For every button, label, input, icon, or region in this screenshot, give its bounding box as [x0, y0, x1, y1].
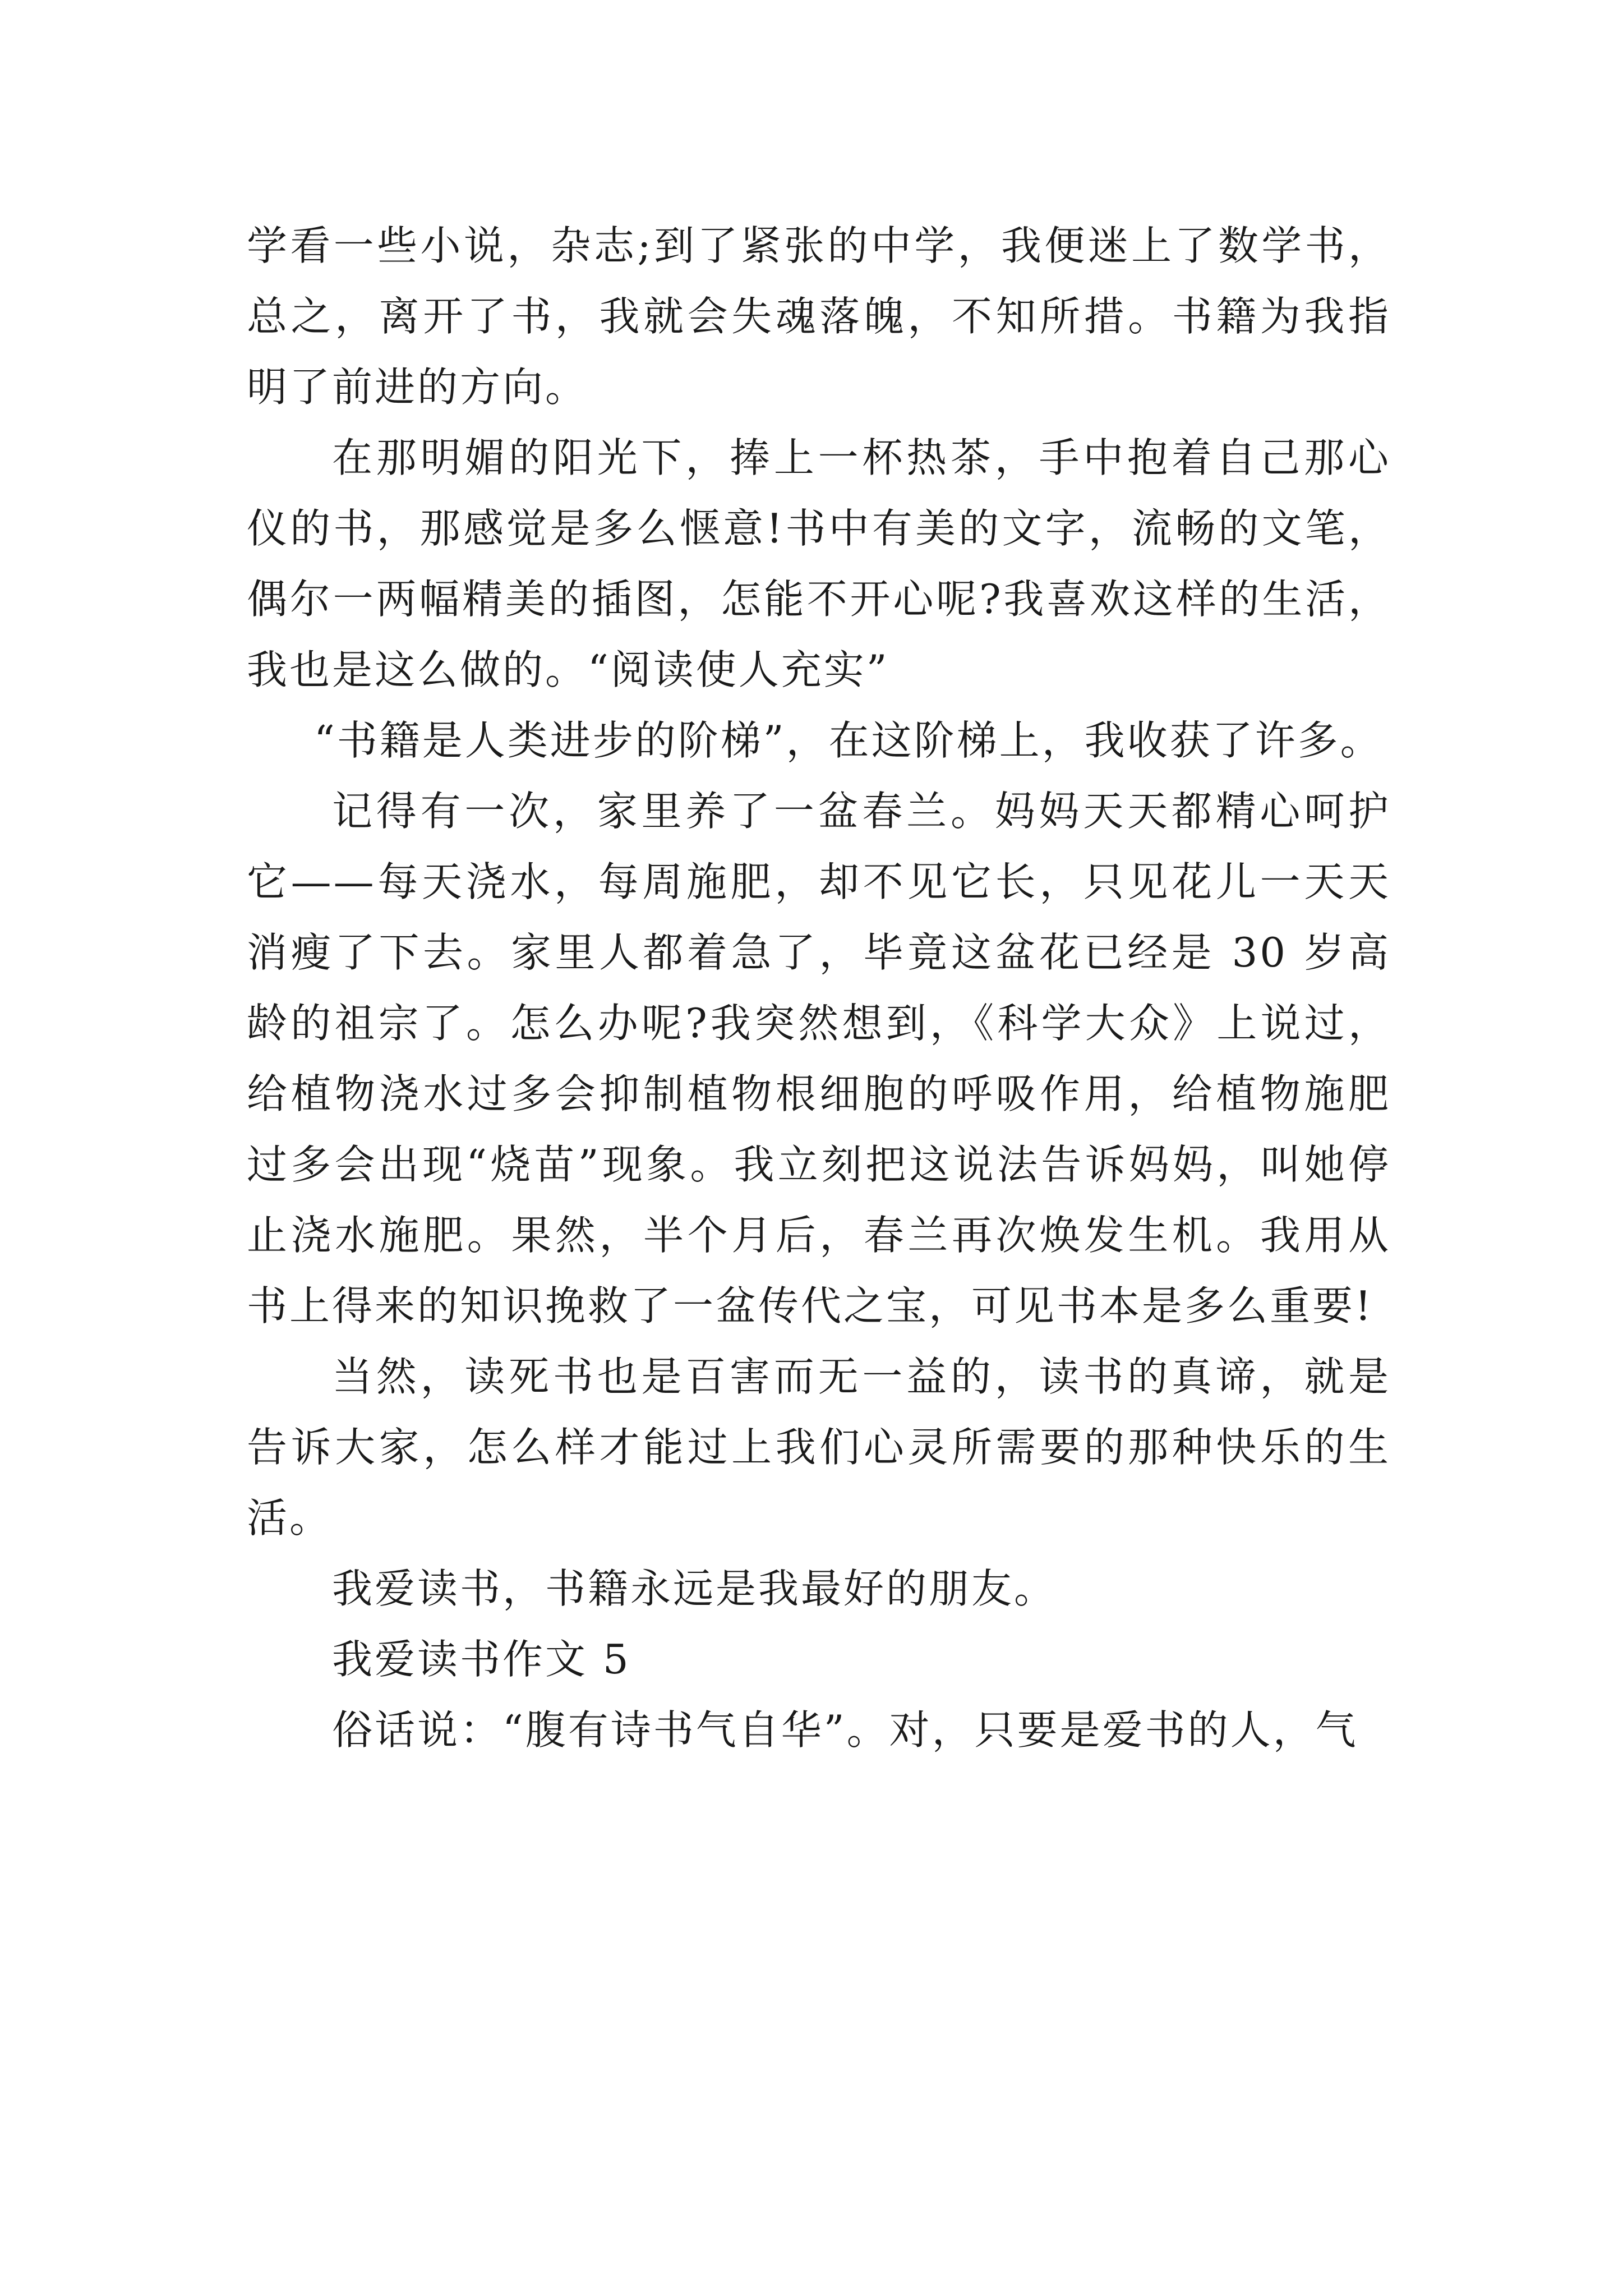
paragraph-4: 记得有一次，家里养了一盆春兰。妈妈天天都精心呵护它——每天浇水，每周施肥，却不见它长，只见花儿一天天消瘦了下去。家里人都着急了，毕竟这盆花已经是 30 岁高龄的祖宗了。怎么办呢?我突然想到，《科学大众》上说过，给植物浇水过多会抑制植物根细胞的呼吸作用，给植物施肥过多会出现“烧苗”现象。我立刻把这说法告诉妈妈，叫她停止浇水施肥。果然，半个月后，春兰再次焕发生机。我用从书上得来的知识挽救了一盆传代之宝，可见书本是多么重要! [247, 788, 1391, 1329]
paragraph-5: 当然，读死书也是百害而无一益的，读书的真谛，就是告诉大家，怎么样才能过上我们心灵所需要的那种快乐的生活。 [247, 1353, 1391, 1542]
paragraph-3: “书籍是人类进步的阶梯”，在这阶梯上，我收获了许多。 [314, 717, 1383, 764]
section-heading: 我爱读书作文 5 [332, 1636, 631, 1683]
paragraph-7: 俗话说：“腹有诗书气自华”。对，只要是爱书的人，气 [332, 1706, 1358, 1754]
paragraph-1: 学看一些小说，杂志;到了紧张的中学，我便迷上了数学书，总之，离开了书，我就会失魂落魄，不知所措。书籍为我指明了前进的方向。 [247, 222, 1391, 411]
document-body [247, 210, 1391, 1765]
paragraph-6: 我爱读书，书籍永远是我最好的朋友。 [332, 1565, 1057, 1612]
paragraph-2: 在那明媚的阳光下，捧上一杯热茶，手中抱着自己那心仪的书，那感觉是多么惬意!书中有美的文字，流畅的文笔，偶尔一两幅精美的插图，怎能不开心呢?我喜欢这样的生活，我也是这么做的。“阅读使人充实” [247, 434, 1391, 693]
